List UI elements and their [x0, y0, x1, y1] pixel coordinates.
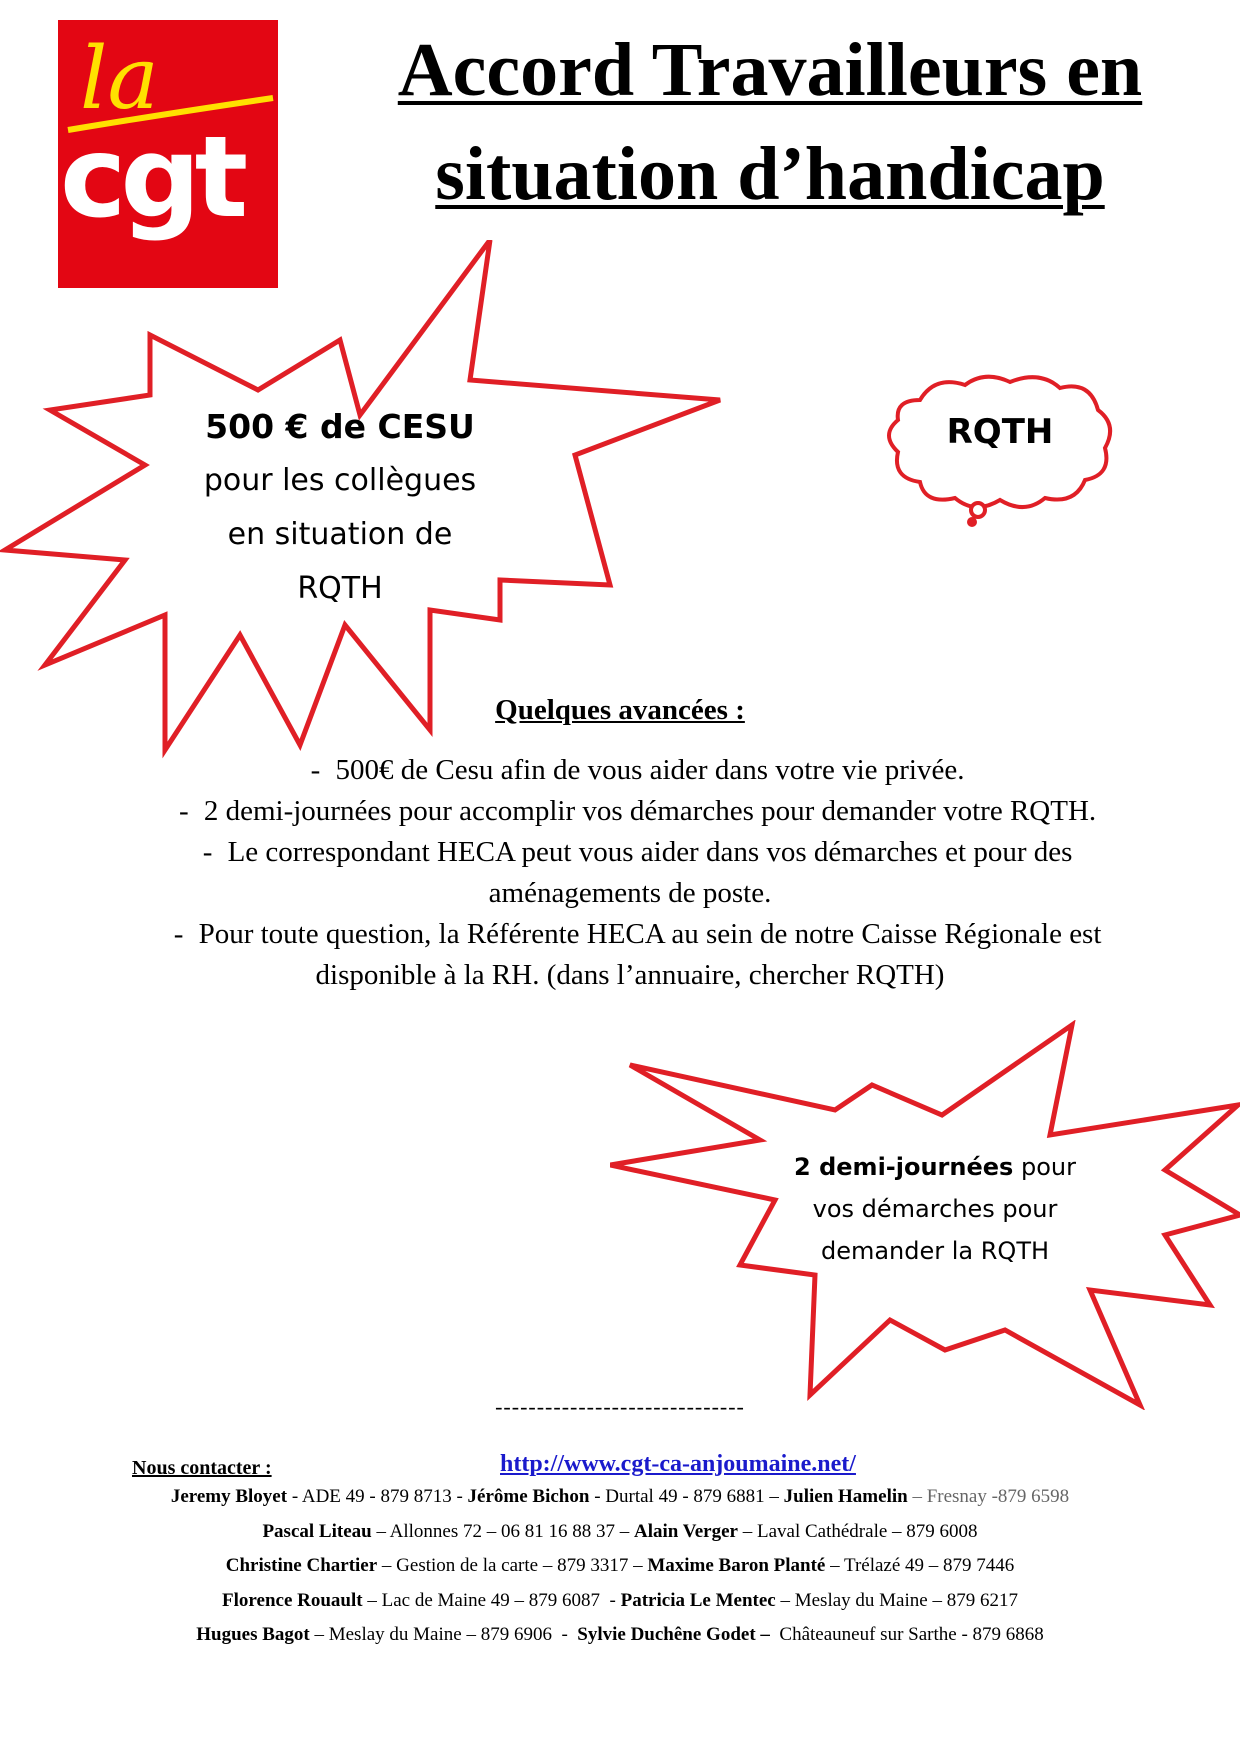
- contact-name: Patricia Le Mentec: [620, 1589, 776, 1611]
- contact-name: Pascal Liteau: [262, 1520, 372, 1542]
- contact-row: [60, 1549, 1180, 1584]
- contacts-list: [60, 1480, 1180, 1653]
- cloud-bubble-small: [967, 517, 977, 527]
- title-line-2: situation d’handicap: [435, 132, 1105, 216]
- contact-detail: – Meslay du Maine – 879 6906 -: [309, 1624, 578, 1645]
- demi-journees-highlight: 2 demi-journées: [794, 1153, 1014, 1181]
- contact-detail: - ADE 49 - 879 8713 -: [287, 1486, 468, 1507]
- list-item-continuation: disponible à la RH. (dans l’annuaire, chercher RQTH): [315, 959, 945, 991]
- cloud-text: RQTH: [946, 412, 1054, 452]
- separator: ------------------------------: [495, 1394, 745, 1419]
- contact-name: Alain Verger: [634, 1520, 738, 1542]
- contact-name: Christine Chartier: [225, 1555, 378, 1576]
- list-item: - 500€ de Cesu afin de vous aider dans votre vie privée.: [310, 754, 965, 786]
- cesu-line-4: RQTH: [297, 571, 383, 606]
- contact-name: Florence Rouault: [222, 1589, 363, 1611]
- contact-detail: – Trélazé 49 – 879 7446: [825, 1555, 1015, 1576]
- cesu-line-2: pour les collègues: [203, 463, 477, 498]
- contact-name: Maxime Baron Planté: [647, 1555, 826, 1576]
- cesu-amount: 500 € de CESU: [205, 407, 475, 446]
- demi-journees-line-3: demander la RQTH: [820, 1237, 1050, 1265]
- contact-detail: – Laval Cathédrale – 879 6008: [737, 1520, 978, 1542]
- contact-row: [60, 1618, 1180, 1653]
- list-item-continuation: aménagements de poste.: [488, 877, 772, 909]
- title-line-1: Accord Travailleurs en: [397, 28, 1143, 112]
- demi-journees-line-2: vos démarches pour: [812, 1195, 1058, 1223]
- contact-detail: - Durtal 49 - 879 6881 –: [589, 1486, 784, 1507]
- contact-detail: – Fresnay -879 6598: [907, 1486, 1070, 1507]
- advances-list: [100, 750, 1160, 996]
- contact-label: Nous contacter :: [132, 1457, 272, 1479]
- contact-row: [60, 1584, 1180, 1619]
- starburst-cesu-text: [160, 400, 520, 616]
- contact-detail: – Gestion de la carte – 879 3317 –: [377, 1555, 648, 1576]
- logo-wordmark: cgt: [60, 113, 243, 243]
- list-item: - Le correspondant HECA peut vous aider dans vos démarches et pour des: [202, 836, 1073, 868]
- contact-detail: – Meslay du Maine – 879 6217: [775, 1589, 1018, 1611]
- page-title: [330, 18, 1210, 226]
- contact-detail: – Allonnes 72 – 06 81 16 88 37 –: [371, 1520, 635, 1542]
- list-item: - 2 demi-journées pour accomplir vos démarches pour demander votre RQTH.: [179, 795, 1097, 827]
- thought-cloud: [880, 370, 1120, 540]
- contact-row: [60, 1480, 1180, 1515]
- logo-script-text: la: [80, 29, 159, 129]
- website-link[interactable]: http://www.cgt-ca-anjoumaine.net/: [500, 1451, 856, 1477]
- contact-name: Jérôme Bichon: [467, 1486, 590, 1507]
- cesu-line-3: en situation de: [227, 517, 453, 552]
- list-item: - Pour toute question, la Référente HECA au sein de notre Caisse Régionale est: [173, 918, 1102, 950]
- contact-name: Jeremy Bloyet: [170, 1486, 288, 1507]
- advances-heading: Quelques avancées :: [495, 694, 745, 726]
- contact-detail: – Lac de Maine 49 – 879 6087 -: [362, 1589, 621, 1611]
- cloud-bubble: [971, 503, 985, 517]
- contact-name: Hugues Bagot: [196, 1624, 310, 1645]
- contact-row: [60, 1515, 1180, 1550]
- contact-name: Sylvie Duchêne Godet –: [577, 1624, 770, 1645]
- contact-name: Julien Hamelin: [783, 1486, 908, 1507]
- contact-detail: Châteauneuf sur Sarthe - 879 6868: [769, 1624, 1044, 1645]
- starburst-demi-journees-text: 2 demi-journées pour vos démarches pour demander la RQTH: [770, 1146, 1100, 1272]
